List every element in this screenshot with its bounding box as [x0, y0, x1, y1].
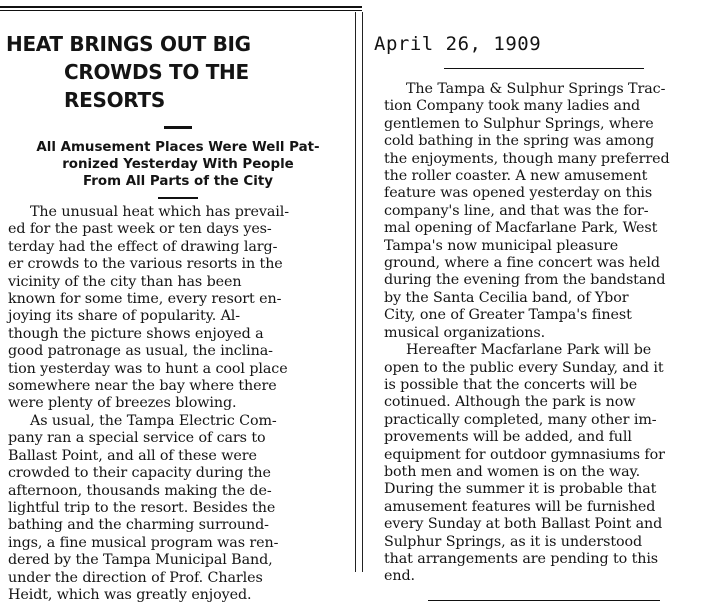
- text-line: good patronage as usual, the inclina-: [8, 343, 273, 360]
- subheadline: [8, 139, 348, 190]
- text-line: during the evening from the bandstand: [384, 272, 666, 289]
- paragraph-3: [384, 81, 714, 342]
- text-line: though the picture shows enjoyed a: [8, 325, 264, 342]
- text-line: pany ran a special service of cars to: [8, 430, 266, 447]
- text-line: City, one of Greater Tampa's finest: [384, 307, 632, 324]
- text-line: The Tampa & Sulphur Springs Trac-: [406, 81, 666, 97]
- text-line: both men and women is on the way.: [384, 463, 641, 480]
- text-line: Heidt, which was greatly enjoyed.: [8, 586, 252, 603]
- text-line: amusement features will be furnished: [384, 498, 656, 515]
- text-line: joying its share of popularity. Al-: [8, 308, 241, 325]
- text-line: lightful trip to the resort. Besides the: [8, 499, 276, 516]
- text-line: crowded to their capacity during the: [8, 465, 271, 482]
- text-line: by the Santa Cecilia band, of Ybor: [384, 289, 629, 306]
- headline-ornament-rule: [164, 126, 192, 129]
- subhead-line: All Amusement Places Were Well Pat-: [36, 140, 320, 155]
- text-line: er crowds to the various resorts in the: [8, 256, 283, 273]
- text-line: practically completed, many other im-: [384, 411, 657, 428]
- text-line: the roller coaster. A new amusement: [384, 168, 648, 185]
- text-line: tion yesterday was to hunt a cool place: [8, 360, 288, 377]
- text-line: afternoon, thousands making the de-: [8, 482, 272, 499]
- column-divider-right: [362, 12, 363, 572]
- text-line: that arrangements are pending to this: [384, 550, 659, 567]
- text-line: ed for the past week or ten days yes-: [8, 221, 272, 238]
- text-line: vicinity of the city than has been: [8, 273, 242, 290]
- text-line: Hereafter Macfarlane Park will be: [406, 342, 652, 359]
- article-column-right: [368, 16, 720, 585]
- text-line: were plenty of breezes blowing.: [8, 395, 237, 412]
- text-line: As usual, the Tampa Electric Com-: [30, 412, 277, 429]
- text-line: known for some time, every resort en-: [8, 291, 282, 308]
- text-line: is possible that the concerts will be: [384, 376, 638, 393]
- text-line: musical organizations.: [384, 324, 546, 341]
- end-rule: [428, 600, 660, 601]
- text-line: bathing and the charming surround-: [8, 517, 269, 534]
- paragraph-1: [8, 204, 350, 413]
- text-line: cold bathing in the spring was among: [384, 133, 655, 150]
- text-line: The unusual heat which has prevail-: [30, 204, 289, 220]
- text-line: During the summer it is probable that: [384, 481, 657, 498]
- paragraph-4: [384, 342, 714, 586]
- text-line: feature was opened yesterday on this: [384, 185, 653, 202]
- text-line: dered by the Tampa Municipal Band,: [8, 552, 273, 569]
- headline-line-2: CROWDS TO THE RESORTS: [64, 60, 249, 112]
- date-label: April 26, 1909: [374, 33, 542, 55]
- text-line: Sulphur Springs, as it is understood: [384, 533, 643, 550]
- text-line: every Sunday at both Ballast Point and: [384, 516, 663, 533]
- text-line: tion Company took many ladies and: [384, 98, 641, 115]
- text-line: the enjoyments, though many preferred: [384, 150, 670, 167]
- headline-line-1: HEAT BRINGS OUT BIG: [6, 32, 251, 56]
- text-line: under the direction of Prof. Charles: [8, 569, 263, 586]
- headline: [6, 30, 356, 114]
- text-line: provements will be added, and full: [384, 429, 632, 446]
- text-line: cotinued. Although the park is now: [384, 394, 636, 411]
- text-line: company's line, and that was the for-: [384, 202, 649, 219]
- text-line: terday had the effect of drawing larg-: [8, 238, 278, 255]
- text-line: gentlemen to Sulphur Springs, where: [384, 115, 654, 132]
- text-line: somewhere near the bay where there: [8, 378, 277, 395]
- text-line: equipment for outdoor gymnasiums for: [384, 446, 665, 463]
- top-rule: [0, 6, 362, 8]
- text-line: end.: [384, 568, 415, 585]
- text-line: Tampa's now municipal pleasure: [384, 237, 619, 254]
- text-line: Ballast Point, and all of these were: [8, 447, 257, 464]
- text-line: ings, a fine musical program was ren-: [8, 534, 279, 551]
- text-line: open to the public every Sunday, and it: [384, 359, 664, 376]
- text-line: mal opening of Macfarlane Park, West: [384, 220, 658, 237]
- date-rule: [444, 68, 644, 69]
- text-line: ground, where a fine concert was held: [384, 255, 660, 272]
- paragraph-2: [8, 413, 350, 604]
- subhead-line: ronized Yesterday With People: [62, 157, 294, 172]
- article-column-left: [0, 16, 356, 603]
- top-rule-thin: [0, 10, 362, 11]
- subhead-ornament-rule: [158, 197, 198, 199]
- subhead-line: From All Parts of the City: [83, 174, 273, 189]
